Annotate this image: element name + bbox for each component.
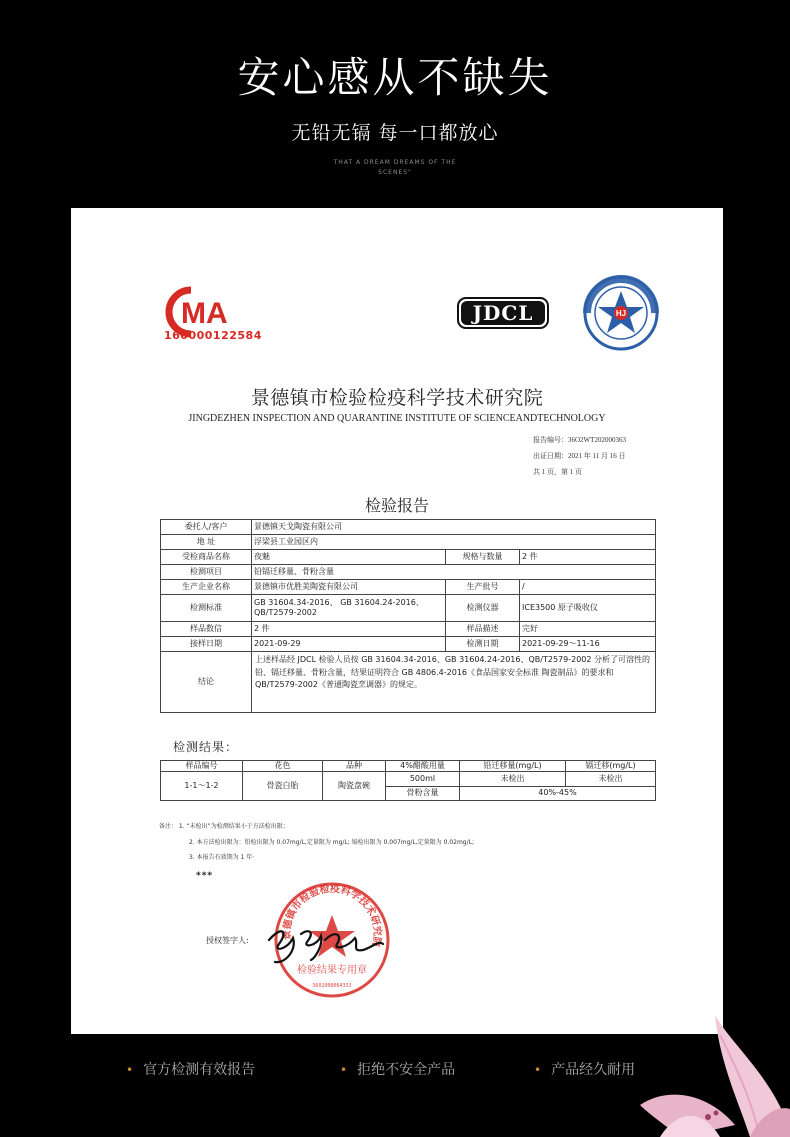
sample-count-value: 2 件 [252, 622, 446, 637]
header-acetic: 4%醋酸用量 [386, 761, 460, 772]
footer-item-label: 产品经久耐用 [551, 1062, 636, 1078]
hero-subtitle: 无铅无镉 每一口都放心 [291, 122, 499, 144]
jdcl-logo [457, 297, 549, 329]
test-item-value: 铅镉迁移量、骨粉含量 [252, 565, 656, 580]
bullet-dot-icon: • [534, 1063, 542, 1077]
header-cadmium: 镉迁移(mg/L) [566, 761, 656, 772]
spec-value: 2 件 [520, 550, 656, 565]
footer-item-official-report [126, 1059, 255, 1081]
test-date-value: 2021-09-29～11-16 [520, 637, 656, 652]
lily-flower-icon [620, 1005, 790, 1137]
cell-pattern: 骨瓷白胎 [243, 772, 323, 801]
standard-label: 检测标准 [161, 595, 252, 622]
note-line-3: 3. 本报告有效期为 1 年· [189, 854, 255, 861]
signature-icon [263, 920, 388, 968]
note-line-2: 2. 本方法检出限为：铅检出限为 0.07mg/L,定量限为 mg/L; 镉检出限为 0.007mg/L,定量限为 0.02mg/L; [189, 839, 474, 846]
sample-count-label: 样品数信 [161, 622, 252, 637]
table-row [161, 652, 656, 713]
client-label: 委托人/客户 [161, 520, 252, 535]
table-row [161, 622, 656, 637]
footer-item-label: 拒绝不安全产品 [357, 1062, 456, 1078]
product-value: 夜魅 [252, 550, 446, 565]
bullet-dot-icon: • [126, 1063, 134, 1077]
table-row [161, 761, 656, 772]
results-title: 检测结果： [173, 740, 239, 754]
conclusion-value: 上述样品经 JDCL 检验人员按 GB 31604.34-2016、GB 31604.24-2016、QB/T2579-2002 分析了可溶性的铅、镉迁移量、骨粉含量，结果证明符合 GB 4806.4-2016《食品国家安全标准 陶瓷制品》的要求和 QB/T2579-2002《普通陶瓷烹调器》的规定。 [252, 652, 656, 713]
header-variety: 品种 [323, 761, 386, 772]
hero-title: 安心感从不缺失 [237, 53, 553, 102]
cell-cadmium: 未检出 [566, 772, 656, 787]
address-label: 地 址 [161, 535, 252, 550]
seal-number: 3602000064333 [312, 983, 352, 989]
seal-bottom-text: 检验结果专用章 [297, 965, 367, 976]
note-line-1: 备注： 1. “未检出”为检测结果小于方法检出限； [159, 823, 289, 830]
instrument-value: ICE3500 原子吸收仪 [520, 595, 656, 622]
cell-bone-label: 骨粉含量 [386, 786, 460, 801]
spec-label: 规格与数量 [446, 550, 520, 565]
cell-variety: 陶瓷盘碗 [323, 772, 386, 801]
hj-logo-label: HJ [615, 309, 627, 318]
table-row [161, 550, 656, 565]
hj-ceramic-testing-logo-icon [583, 275, 659, 351]
institute-name-en: JINGDEZHEN INSPECTION AND QUARANTINE INSTITUTE OF SCIENCEANDTECHNOLOGY [188, 413, 606, 424]
bullet-dot-icon: • [340, 1063, 348, 1077]
product-label: 受检商品名称 [161, 550, 252, 565]
footer-item-safe-product [340, 1059, 455, 1081]
report-number: 报告编号：36O2WT202000363 [533, 436, 626, 444]
sample-desc-value: 完好 [520, 622, 656, 637]
address-value: 浮梁县工业园区内 [252, 535, 656, 550]
header-lead: 铅迁移量(mg/L) [460, 761, 566, 772]
seal-top-text: 景德镇市检验检疫科学技术研究院 [281, 883, 383, 948]
header-pattern: 花色 [243, 761, 323, 772]
table-row [161, 580, 656, 595]
table-row [161, 520, 656, 535]
signer-label: 授权签字人: [206, 936, 249, 945]
issue-date: 出证日期：2021 年 11 月 16 日 [533, 452, 626, 460]
receive-date-label: 接样日期 [161, 637, 252, 652]
report-title: 检验报告 [364, 496, 429, 515]
batch-value: / [520, 580, 656, 595]
receive-date-value: 2021-09-29 [252, 637, 446, 652]
cell-bone-value: 40%-45% [460, 786, 656, 801]
cma-logo-text: MA [181, 297, 228, 330]
hero-tagline-line1: THAT A DREAM DREAMS OF THE [333, 159, 457, 166]
cell-lead: 未检出 [460, 772, 566, 787]
batch-label: 生产批号 [446, 580, 520, 595]
cell-sample-no: 1-1～1-2 [161, 772, 243, 801]
maker-value: 景德镇市优胜美陶瓷有限公司 [252, 580, 446, 595]
institute-name-cn: 景德镇市检验检疫科学技术研究院 [250, 387, 544, 409]
maker-label: 生产企业名称 [161, 580, 252, 595]
table-row [161, 565, 656, 580]
cell-acetic: 500ml [386, 772, 460, 787]
note-stars: *** [196, 871, 214, 881]
report-info-table [160, 519, 656, 713]
table-row [161, 637, 656, 652]
header-sample-no: 样品编号 [161, 761, 243, 772]
test-date-label: 检测日期 [446, 637, 520, 652]
cma-number: 160000122584 [164, 329, 262, 342]
conclusion-label: 结论 [161, 652, 252, 713]
test-item-label: 检测项目 [161, 565, 252, 580]
page-count: 共 1 页，第 1 页 [533, 468, 582, 476]
standard-value: GB 31604.34-2016、 GB 31604.24-2016、QB/T2579-2002 [252, 595, 446, 622]
jdcl-logo-text: JDCL [461, 301, 545, 325]
table-row [161, 772, 656, 787]
table-row [161, 535, 656, 550]
hero-tagline-line2: SCENES" [378, 169, 412, 176]
footer-item-label: 官方检测有效报告 [143, 1062, 256, 1078]
sample-desc-label: 样品描述 [446, 622, 520, 637]
table-row [161, 595, 656, 622]
instrument-label: 检测仪器 [446, 595, 520, 622]
client-value: 景德镇天戈陶瓷有限公司 [252, 520, 656, 535]
hero-tagline [305, 158, 485, 178]
inspection-report [71, 208, 723, 1034]
results-table [160, 760, 656, 801]
